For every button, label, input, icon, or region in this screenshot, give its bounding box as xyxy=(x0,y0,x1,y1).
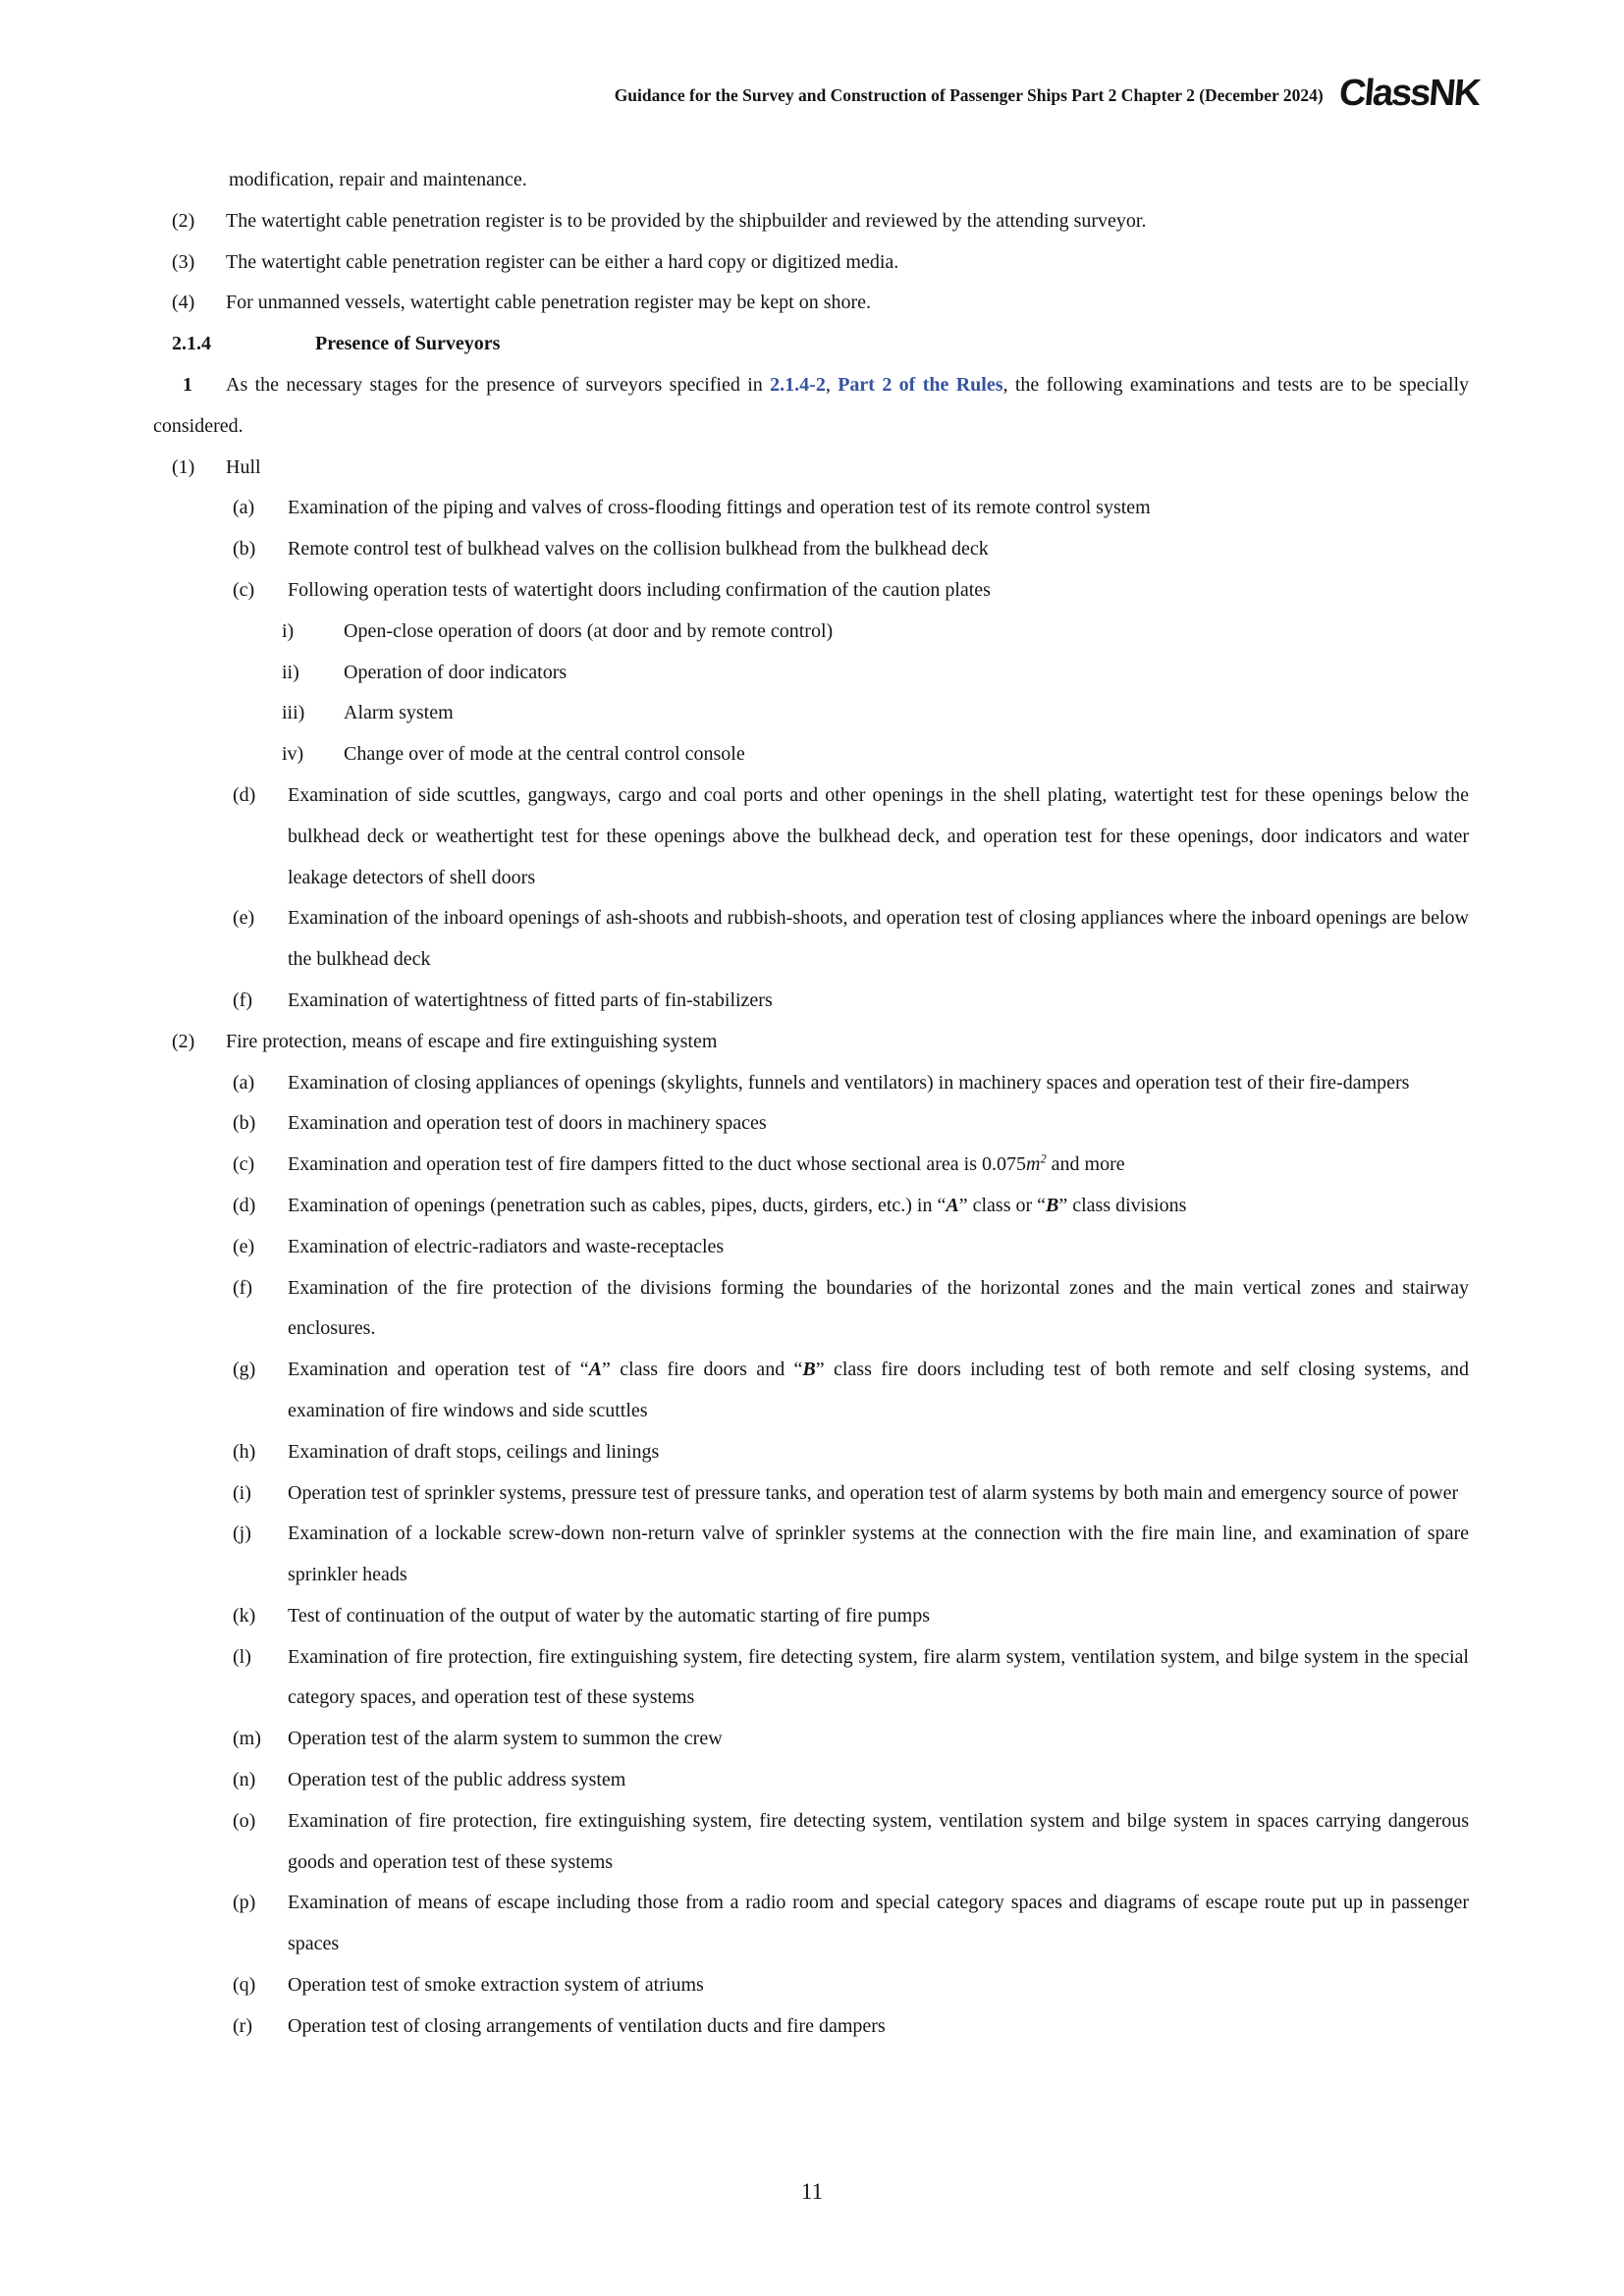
list-marker: (o) xyxy=(233,1809,256,1832)
list-item-j xyxy=(153,1514,1469,1596)
text-segment: , the following examinations and tests are to be specially considered. xyxy=(153,373,1470,437)
list-marker: (d) xyxy=(233,1194,256,1216)
list-marker: ii) xyxy=(282,661,299,683)
text-segment: Examination of the inboard openings of ash-shoots and rubbish-shoots, and operation test of closing appliances where the inboard openings are below the bulkhead deck xyxy=(288,907,1469,971)
text-segment: Operation of door indicators xyxy=(344,661,568,683)
text-segment: modification, repair and maintenance. xyxy=(229,169,527,190)
text-segment: m xyxy=(1026,1153,1041,1176)
list-item-2 xyxy=(153,1022,1469,1063)
list-item-i xyxy=(153,1473,1469,1515)
text-segment: Examination and operation test of fire dampers fitted to the duct whose sectional area is 0.075 xyxy=(288,1153,1026,1176)
list-marker: (e) xyxy=(233,907,255,930)
text-segment: The watertight cable penetration register is to be provided by the shipbuilder and reviewed by the attending surveyor. xyxy=(226,209,1147,232)
list-marker: iii) xyxy=(282,702,305,724)
list-item-q xyxy=(153,1965,1469,2006)
list-item-c xyxy=(153,1145,1469,1186)
list-item-iv xyxy=(153,734,1469,775)
page-header xyxy=(614,73,1481,114)
list-marker: (3) xyxy=(172,250,195,273)
list-marker: (b) xyxy=(233,1112,256,1135)
list-item-g xyxy=(153,1350,1469,1432)
list-item-b xyxy=(153,1103,1469,1145)
list-marker: (r) xyxy=(233,2014,252,2037)
text-segment: For unmanned vessels, watertight cable penetration register may be kept on shore. xyxy=(226,292,872,314)
text-segment: Operation test of the alarm system to summon the crew xyxy=(288,1728,723,1750)
text-segment: Test of continuation of the output of water by the automatic starting of fire pumps xyxy=(288,1604,930,1627)
text-segment: 2 xyxy=(1040,1151,1047,1166)
text-segment: B xyxy=(802,1359,816,1381)
list-item-3 xyxy=(153,242,1469,284)
section-heading xyxy=(153,324,1469,365)
text-segment: Examination of a lockable screw-down non-return valve of sprinkler systems at the connection with the fire main line, and examination of spare sprinkler heads xyxy=(288,1522,1469,1586)
text-segment: Examination and operation test of “ xyxy=(288,1359,589,1381)
list-marker: (2) xyxy=(172,209,195,232)
list-marker: (q) xyxy=(233,1974,256,1997)
list-marker: (d) xyxy=(233,783,256,806)
text-segment: Fire protection, means of escape and fire extinguishing system xyxy=(226,1030,718,1052)
list-marker: (m) xyxy=(233,1728,261,1750)
text-segment: Examination of the fire protection of the divisions forming the boundaries of the horizontal zones and the main vertical zones and stairway enclosures. xyxy=(288,1276,1469,1340)
cross-reference-link[interactable]: 2.1.4-2 xyxy=(770,373,826,396)
list-item-r xyxy=(153,2006,1469,2048)
paragraph xyxy=(153,365,1469,448)
list-marker: (1) xyxy=(172,455,195,478)
text-segment: Operation test of smoke extraction system of atriums xyxy=(288,1974,704,1997)
list-item-a xyxy=(153,488,1469,529)
list-item-a xyxy=(153,1063,1469,1104)
text-segment: Examination of the piping and valves of cross-flooding fittings and operation test of its remote control system xyxy=(288,497,1151,519)
text-segment: The watertight cable penetration register can be either a hard copy or digitized media. xyxy=(226,250,899,273)
list-item-h xyxy=(153,1432,1469,1473)
text-segment: B xyxy=(1046,1194,1059,1216)
text-segment: Examination of watertightness of fitted parts of fin-stabilizers xyxy=(288,988,773,1011)
text-segment: Operation test of sprinkler systems, pressure test of pressure tanks, and operation test of alarm systems by both main and emergency source of power xyxy=(288,1481,1459,1504)
text-segment: Following operation tests of watertight doors including confirmation of the caution plates xyxy=(288,578,991,601)
text-segment: Operation test of closing arrangements of ventilation ducts and fire dampers xyxy=(288,2014,886,2037)
list-item-d xyxy=(153,1186,1469,1227)
paragraph-number: 1 xyxy=(183,373,192,396)
text-segment: A xyxy=(946,1194,959,1216)
list-marker: (e) xyxy=(233,1235,255,1257)
text-segment: Examination of closing appliances of openings (skylights, funnels and ventilators) in machinery spaces and operation test of their fire-dampers xyxy=(288,1071,1410,1094)
page-header-title: Guidance for the Survey and Construction of Passenger Ships Part 2 Chapter 2 (December 2024) xyxy=(614,84,1324,105)
list-marker: (4) xyxy=(172,292,195,314)
list-marker: (h) xyxy=(233,1440,256,1463)
text-segment: ” class fire doors including test of both remote and self closing systems, and examination of fire windows and side scuttles xyxy=(288,1359,1469,1421)
list-marker: (n) xyxy=(233,1769,256,1791)
list-marker: (a) xyxy=(233,497,255,519)
list-item-f xyxy=(153,1268,1469,1351)
text-segment: ” class fire doors and “ xyxy=(601,1359,803,1381)
section-number: 2.1.4 xyxy=(172,333,211,355)
list-item-2 xyxy=(153,201,1469,242)
text-segment: , xyxy=(825,373,839,396)
document-content xyxy=(153,160,1469,2048)
list-marker: iv) xyxy=(282,743,304,766)
list-item-i xyxy=(153,612,1469,653)
list-marker: (k) xyxy=(233,1604,256,1627)
text-segment: A xyxy=(588,1359,602,1381)
text-segment: ” class divisions xyxy=(1058,1194,1187,1216)
page-footer xyxy=(0,2179,1624,2205)
list-marker: (f) xyxy=(233,1276,252,1299)
text-segment: and more xyxy=(1046,1153,1125,1176)
text-segment: Operation test of the public address system xyxy=(288,1769,626,1791)
list-marker: (i) xyxy=(233,1481,251,1504)
list-item-l xyxy=(153,1637,1469,1720)
classnk-logo: ClassNK xyxy=(1336,73,1481,114)
list-item-b xyxy=(153,529,1469,570)
list-item-e xyxy=(153,1227,1469,1268)
section-title: Presence of Surveyors xyxy=(315,333,501,355)
list-item-4 xyxy=(153,283,1469,324)
list-item-d xyxy=(153,775,1469,898)
list-item-p xyxy=(153,1883,1469,1965)
text-segment: Change over of mode at the central control console xyxy=(344,743,745,766)
list-marker: (c) xyxy=(233,1153,255,1176)
text-segment: Examination and operation test of doors in machinery spaces xyxy=(288,1112,767,1135)
list-item-k xyxy=(153,1596,1469,1637)
continuation-line xyxy=(153,160,1469,201)
text-segment: Examination of fire protection, fire extinguishing system, fire detecting system, fire alarm system, ventilation system, and bilge system in the special category spaces, and operation test of these systems xyxy=(288,1645,1469,1709)
text-segment: Examination of side scuttles, gangways, cargo and coal ports and other openings in the shell plating, watertight test for these openings below the bulkhead deck or weathertight test for these openings above the bulkhead deck, and operation test for these openings, door indicators and water leakage detectors of shell doors xyxy=(288,783,1469,888)
list-marker: (l) xyxy=(233,1645,251,1668)
list-item-m xyxy=(153,1719,1469,1760)
page-number: 11 xyxy=(800,2179,824,2204)
list-item-iii xyxy=(153,693,1469,734)
list-marker: (b) xyxy=(233,538,256,561)
list-item-f xyxy=(153,981,1469,1022)
list-item-c xyxy=(153,570,1469,612)
list-marker: (c) xyxy=(233,578,255,601)
text-segment: Open-close operation of doors (at door and by remote control) xyxy=(344,619,834,642)
list-item-o xyxy=(153,1801,1469,1884)
list-marker: (p) xyxy=(233,1892,256,1914)
text-segment: Examination of means of escape including those from a radio room and special category spaces and diagrams of escape route put up in passenger spaces xyxy=(288,1892,1469,1955)
cross-reference-link[interactable]: Part 2 of the Rules xyxy=(838,373,1003,396)
text-segment: Examination of draft stops, ceilings and linings xyxy=(288,1440,660,1463)
list-item-ii xyxy=(153,653,1469,694)
text-segment: ” class or “ xyxy=(958,1194,1047,1216)
list-item-1 xyxy=(153,448,1469,489)
text-segment: Examination of fire protection, fire extinguishing system, fire detecting system, ventilation system and bilge system in spaces carrying dangerous goods and operation test of these systems xyxy=(288,1809,1469,1873)
text-segment: Examination of openings (penetration such as cables, pipes, ducts, girders, etc.) in “ xyxy=(288,1194,947,1216)
text-segment: Examination of electric-radiators and waste-receptacles xyxy=(288,1235,725,1257)
list-item-n xyxy=(153,1760,1469,1801)
list-marker: (j) xyxy=(233,1522,251,1545)
list-marker: (2) xyxy=(172,1030,195,1052)
text-segment: Alarm system xyxy=(344,702,454,724)
list-marker: (a) xyxy=(233,1071,255,1094)
list-marker: (g) xyxy=(233,1359,256,1381)
text-segment: Remote control test of bulkhead valves on the collision bulkhead from the bulkhead deck xyxy=(288,538,989,561)
list-item-e xyxy=(153,898,1469,981)
list-marker: (f) xyxy=(233,988,252,1011)
text-segment: Hull xyxy=(226,455,261,478)
list-marker: i) xyxy=(282,619,295,642)
text-segment: As the necessary stages for the presence of surveyors specified in xyxy=(226,373,771,396)
